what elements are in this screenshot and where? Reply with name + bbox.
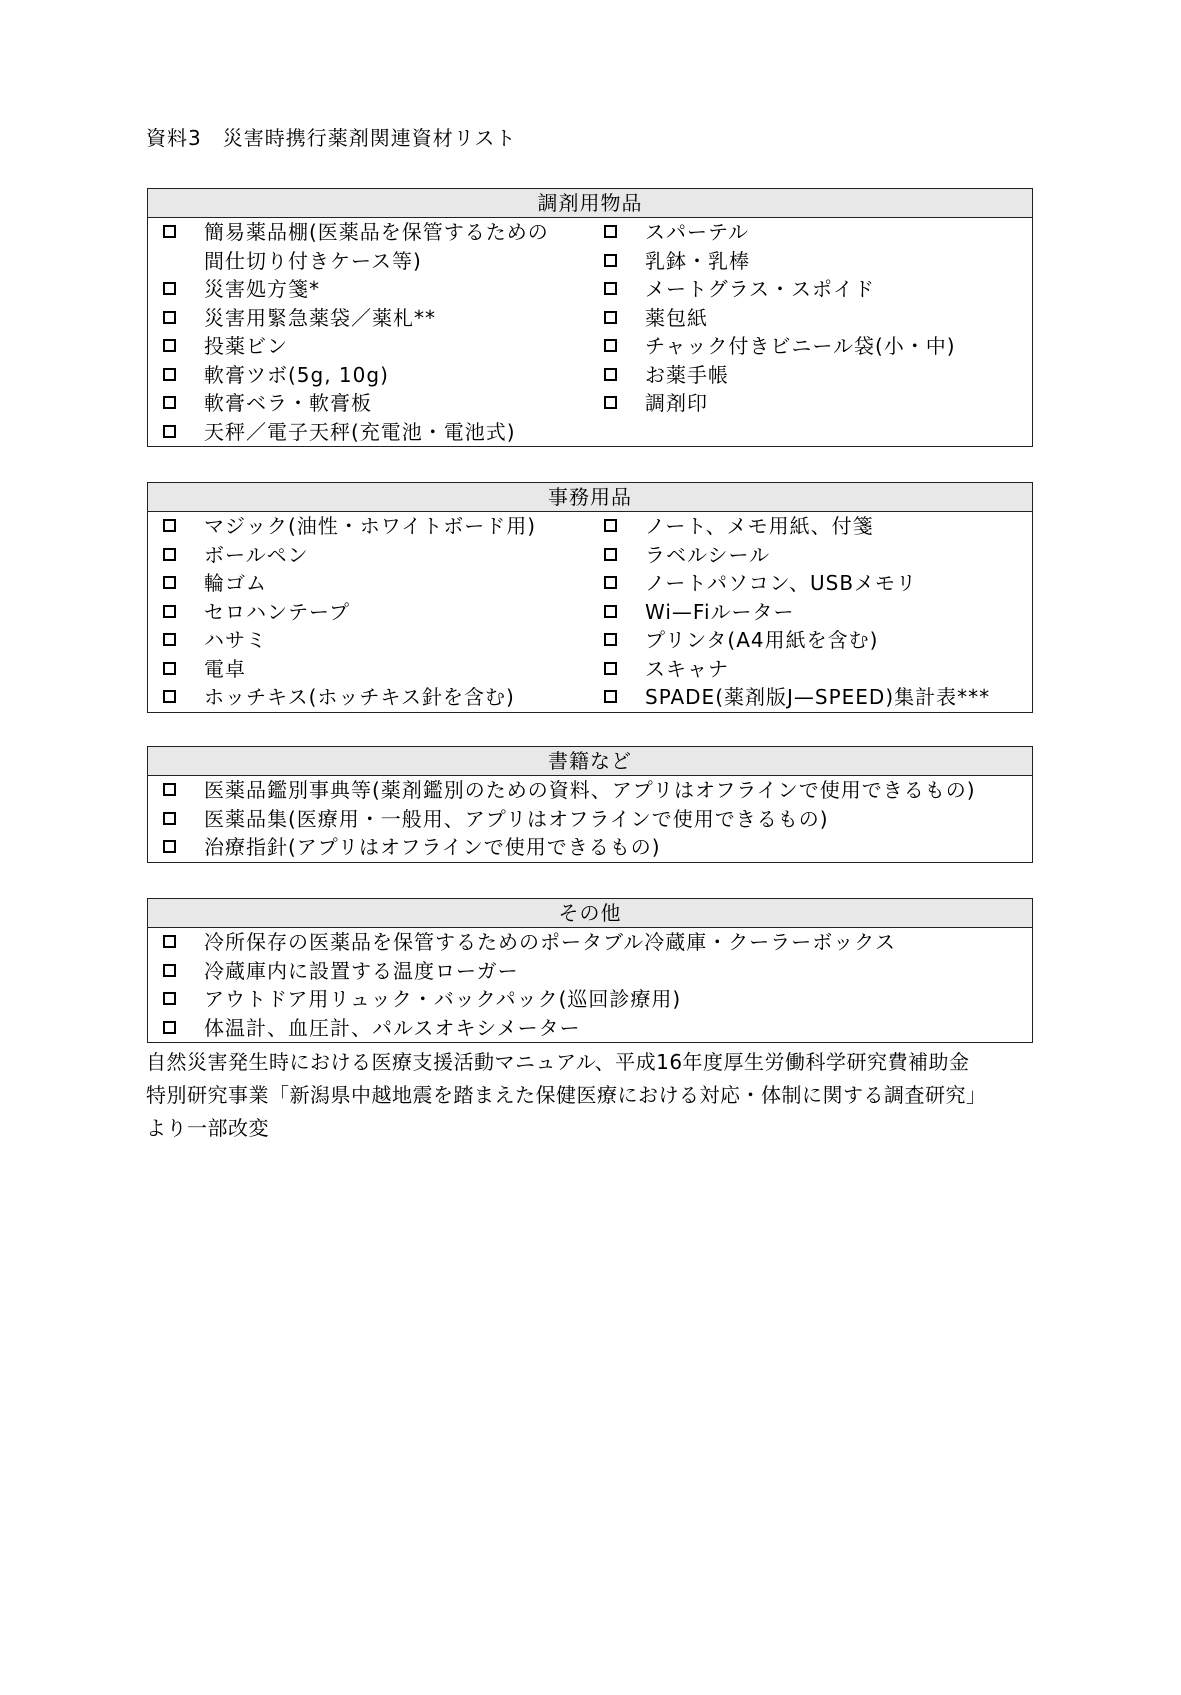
item-label: 簡易薬品棚(医薬品を保管するための	[204, 220, 549, 244]
source-note-line: 特別研究事業「新潟県中越地震を踏まえた保健医療における対応・体制に関する調査研究」	[146, 1083, 987, 1107]
item-label: Wi—Fiルーター	[645, 599, 795, 624]
section-header: 事務用品	[148, 483, 1032, 512]
checkbox[interactable]	[163, 992, 176, 1005]
checkbox[interactable]	[163, 339, 176, 352]
checklist-item	[591, 598, 1032, 627]
column-full	[148, 928, 1032, 1042]
item-label: 冷所保存の医薬品を保管するためのポータブル冷蔵庫・クーラーボックス	[204, 930, 896, 954]
document-title: 資料3 災害時携行薬剤関連資材リスト	[146, 126, 517, 150]
item-label: ハサミ	[204, 628, 267, 652]
item-label: お薬手帳	[645, 362, 729, 387]
section-body	[148, 512, 1032, 712]
checkbox[interactable]	[604, 311, 617, 324]
checklist-item	[148, 541, 591, 570]
item-label: アウトドア用リュック・バックパック(巡回診療用)	[204, 987, 682, 1011]
checklist-item	[148, 569, 591, 598]
item-label: 軟膏ツボ(5g, 10g)	[204, 362, 389, 387]
checkbox[interactable]	[604, 662, 617, 675]
section-header: 書籍など	[148, 747, 1032, 776]
checkbox[interactable]	[163, 368, 176, 381]
checklist-item	[591, 361, 1032, 390]
item-label: 乳鉢・乳棒	[645, 248, 750, 273]
checklist-item	[148, 512, 591, 541]
source-note	[146, 1046, 1046, 1145]
section-other	[147, 898, 1033, 1043]
checkbox[interactable]	[604, 548, 617, 561]
item-label: 調剤印	[645, 391, 708, 415]
checkbox[interactable]	[163, 840, 176, 853]
item-label: プリンタ(A4用紙を含む)	[645, 628, 879, 652]
item-label: SPADE(薬剤版J—SPEED)集計表***	[645, 685, 991, 709]
item-label: 医薬品集(医療用・一般用、アプリはオフラインで使用できるもの)	[204, 806, 829, 831]
checkbox[interactable]	[163, 548, 176, 561]
checkbox[interactable]	[163, 935, 176, 948]
item-label: 投薬ビン	[204, 334, 288, 358]
checkbox[interactable]	[604, 519, 617, 532]
item-label: 医薬品鑑別事典等(薬剤鑑別のための資料、アプリはオフラインで使用できるもの)	[204, 778, 976, 802]
item-label: ノートパソコン、USBメモリ	[645, 571, 918, 595]
checklist-item	[591, 512, 1032, 541]
checklist-item	[591, 389, 1032, 418]
checklist-item	[148, 957, 1032, 986]
section-header: その他	[148, 899, 1032, 928]
checklist-item	[591, 275, 1032, 304]
checklist-item	[148, 805, 1032, 834]
checklist-item	[591, 247, 1032, 276]
item-label: 輪ゴム	[204, 571, 267, 595]
item-label: 冷蔵庫内に設置する温度ローガー	[204, 958, 519, 983]
checkbox[interactable]	[604, 339, 617, 352]
checklist-item	[148, 218, 591, 275]
checkbox[interactable]	[163, 282, 176, 295]
section-books	[147, 746, 1033, 863]
checklist-item	[148, 361, 591, 390]
checkbox[interactable]	[163, 396, 176, 409]
checkbox[interactable]	[163, 783, 176, 796]
checkbox[interactable]	[604, 254, 617, 267]
item-label: 軟膏ベラ・軟膏板	[204, 391, 372, 415]
section-office-supplies	[147, 482, 1033, 713]
checklist-item	[148, 332, 591, 361]
checkbox[interactable]	[163, 225, 176, 238]
checkbox[interactable]	[163, 311, 176, 324]
item-label: チャック付きビニール袋(小・中)	[645, 334, 956, 358]
checklist-item	[591, 683, 1032, 712]
checkbox[interactable]	[163, 964, 176, 977]
checklist-item	[148, 1014, 1032, 1043]
section-body	[148, 776, 1032, 862]
section-dispensing-supplies	[147, 188, 1033, 447]
item-label: スパーテル	[645, 220, 749, 244]
item-label: ボールペン	[204, 542, 309, 567]
checklist-item	[591, 304, 1032, 333]
checklist-item	[591, 655, 1032, 684]
source-note-line: より一部改変	[146, 1116, 269, 1140]
checklist-item	[591, 626, 1032, 655]
checkbox[interactable]	[604, 282, 617, 295]
checklist-item	[148, 418, 591, 447]
checkbox[interactable]	[163, 662, 176, 675]
checklist-item	[591, 569, 1032, 598]
section-body	[148, 218, 1032, 446]
checkbox[interactable]	[163, 519, 176, 532]
checklist-item	[591, 332, 1032, 361]
checkbox[interactable]	[604, 396, 617, 409]
checklist-item	[148, 275, 591, 304]
checklist-item	[148, 776, 1032, 805]
item-label: 電卓	[204, 656, 246, 681]
checkbox[interactable]	[163, 690, 176, 703]
checkbox[interactable]	[163, 1021, 176, 1034]
source-note-line: 自然災害発生時における医療支援活動マニュアル、平成16年度厚生労働科学研究費補助金	[146, 1050, 970, 1074]
item-label: マジック(油性・ホワイトボード用)	[204, 514, 537, 538]
column-left	[148, 218, 591, 446]
column-right	[591, 512, 1032, 712]
checklist-item	[148, 928, 1032, 957]
checklist-item	[591, 541, 1032, 570]
checkbox[interactable]	[604, 633, 617, 646]
item-label: 治療指針(アプリはオフラインで使用できるもの)	[204, 835, 661, 859]
checkbox[interactable]	[604, 368, 617, 381]
checklist-item	[591, 218, 1032, 247]
item-label: スキャナ	[645, 656, 729, 681]
item-label: 災害用緊急薬袋／薬札**	[204, 305, 436, 330]
checkbox[interactable]	[604, 605, 617, 618]
checklist-item	[148, 683, 591, 712]
checkbox[interactable]	[163, 633, 176, 646]
checklist-item	[148, 833, 1032, 862]
item-label: セロハンテープ	[204, 599, 350, 624]
checkbox[interactable]	[163, 812, 176, 825]
checklist-item	[148, 304, 591, 333]
item-label: ノート、メモ用紙、付箋	[645, 514, 874, 538]
item-label: メートグラス・スポイド	[645, 277, 875, 301]
item-label: 天秤／電子天秤(充電池・電池式)	[204, 419, 516, 444]
section-body	[148, 928, 1032, 1042]
checklist-item	[148, 655, 591, 684]
checkbox[interactable]	[163, 425, 176, 438]
item-label: 薬包紙	[645, 305, 708, 330]
column-left	[148, 512, 591, 712]
checkbox[interactable]	[604, 225, 617, 238]
item-label: 体温計、血圧計、パルスオキシメーター	[204, 1015, 581, 1040]
item-label: 災害処方箋*	[204, 277, 320, 301]
item-label-continued: 間仕切り付きケース等)	[204, 248, 422, 273]
item-label: ラベルシール	[645, 542, 771, 567]
checklist-item	[148, 985, 1032, 1014]
checkbox[interactable]	[163, 576, 176, 589]
checkbox[interactable]	[163, 605, 176, 618]
column-right	[591, 218, 1032, 446]
item-label: ホッチキス(ホッチキス針を含む)	[204, 685, 515, 709]
checklist-item	[148, 389, 591, 418]
checkbox[interactable]	[604, 690, 617, 703]
checklist-item	[148, 598, 591, 627]
checklist-item	[148, 626, 591, 655]
column-full	[148, 776, 1032, 862]
section-header: 調剤用物品	[148, 189, 1032, 218]
checkbox[interactable]	[604, 576, 617, 589]
